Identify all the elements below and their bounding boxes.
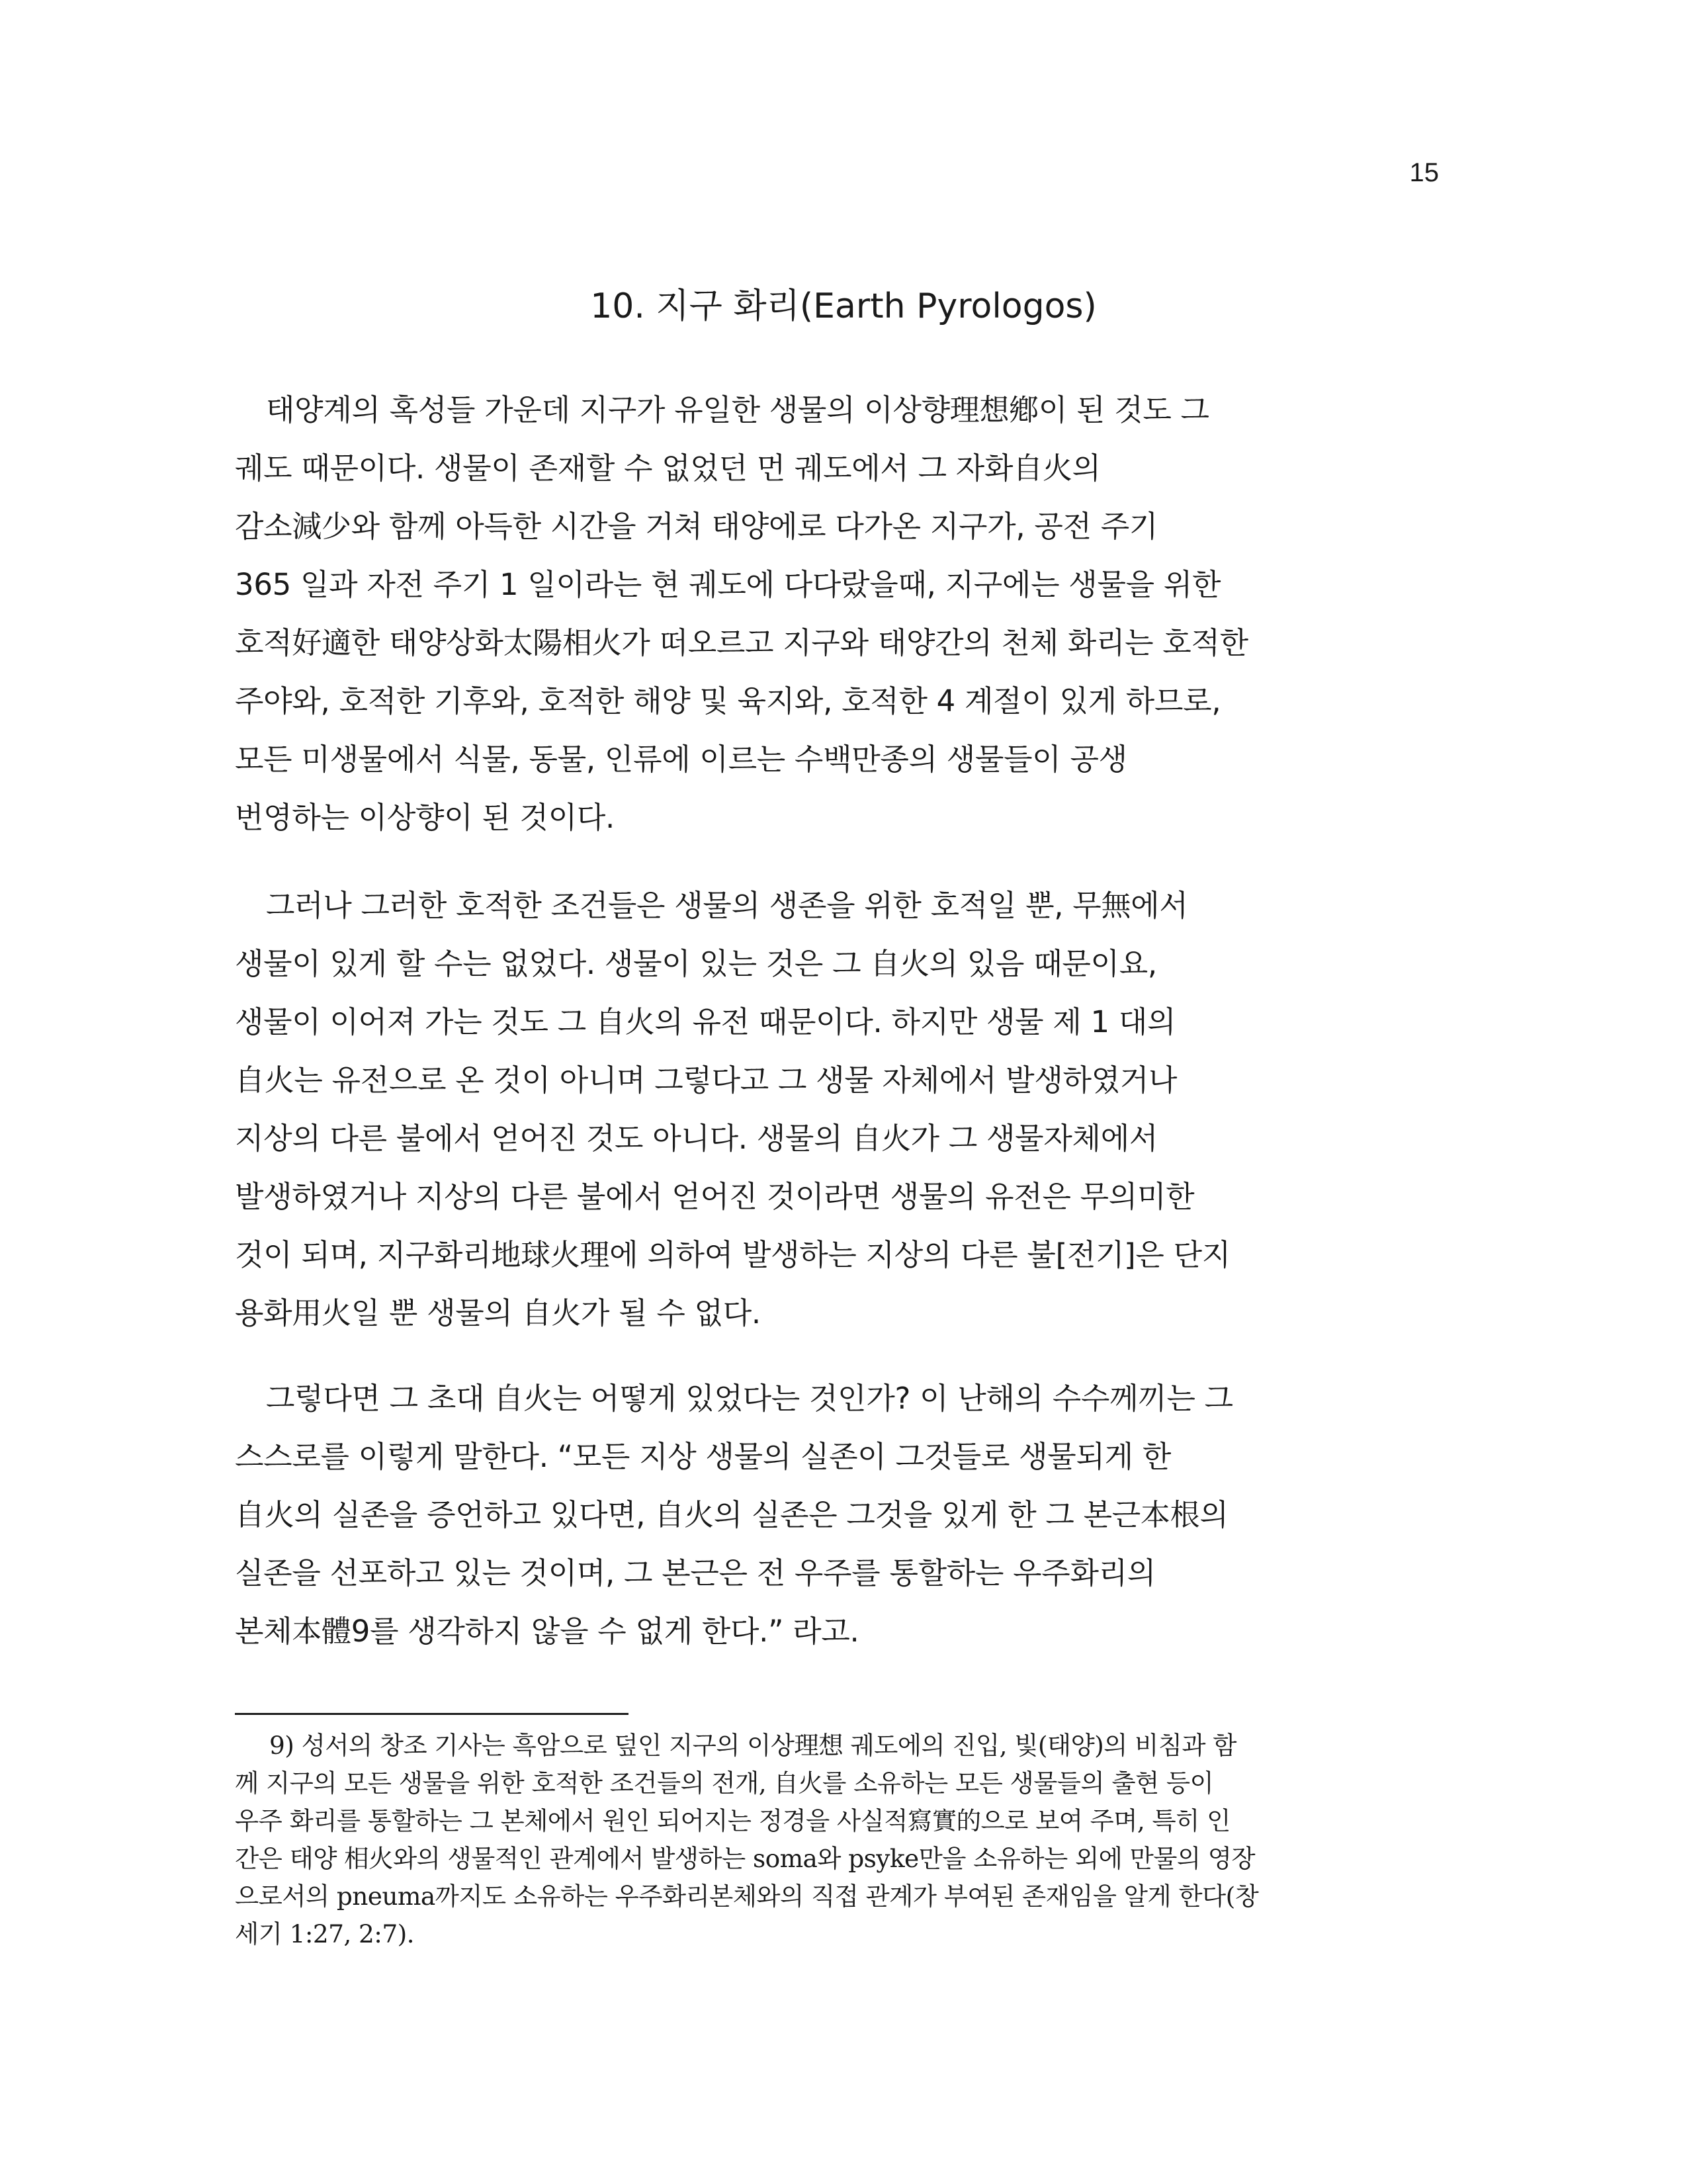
paragraph-3 (235, 1370, 1462, 1661)
paragraph-line: 본체本體9를 생각하지 않을 수 없게 한다.” 라고. (235, 1614, 859, 1649)
page-number: 15 (1409, 158, 1439, 187)
paragraph-line: 주야와, 호적한 기후와, 호적한 해양 및 육지와, 호적한 4 계절이 있게 하므로, (235, 683, 1221, 719)
footnote-line: 간은 태양 相火와의 생물적인 관계에서 발생하는 soma와 psyke만을 소유하는 외에 만물의 영장 (235, 1844, 1256, 1873)
footnote-divider (235, 1713, 628, 1715)
paragraph-2 (235, 877, 1462, 1342)
paragraph-line: 自火는 유전으로 온 것이 아니며 그렇다고 그 생물 자체에서 발생하였거나 (235, 1063, 1178, 1098)
paragraph-line: 궤도 때문이다. 생물이 존재할 수 없었던 먼 궤도에서 그 자화自火의 (235, 451, 1101, 486)
paragraph-line: 생물이 있게 할 수는 없었다. 생물이 있는 것은 그 自火의 있음 때문이요, (235, 946, 1157, 981)
paragraph-line: 용화用火일 뿐 생물의 自火가 될 수 없다. (235, 1295, 761, 1331)
footnote-line: 우주 화리를 통할하는 그 본체에서 원인 되어지는 정경을 사실적寫實的으로 보여 주며, 특히 인 (235, 1806, 1231, 1835)
footnote-line: 께 지구의 모든 생물을 위한 호적한 조건들의 전개, 自火를 소유하는 모든 생물들의 출현 등이 (235, 1769, 1214, 1798)
paragraph-line: 호적好適한 태양상화太陽相火가 떠오르고 지구와 태양간의 천체 화리는 호적한 (235, 625, 1248, 660)
paragraph-line: 생물이 이어져 가는 것도 그 自火의 유전 때문이다. 하지만 생물 제 1 대의 (235, 1004, 1176, 1039)
footnote-line: 세기 1:27, 2:7). (235, 1919, 414, 1948)
paragraph-line: 번영하는 이상향이 된 것이다. (235, 800, 615, 835)
paragraph-line: 스스로를 이렇게 말한다. “모든 지상 생물의 실존이 그것들로 생물되게 한 (235, 1439, 1171, 1474)
paragraph-line: 것이 되며, 지구화리地球火理에 의하여 발생하는 지상의 다른 불[전기]은 단지 (235, 1237, 1231, 1272)
footnote (235, 1727, 1465, 1953)
paragraph-line: 태양계의 혹성들 가운데 지구가 유일한 생물의 이상향理想鄕이 된 것도 그 (266, 392, 1209, 427)
paragraph-line: 모든 미생물에서 식물, 동물, 인류에 이르는 수백만종의 생물들이 공생 (235, 742, 1127, 777)
paragraph-line: 발생하였거나 지상의 다른 불에서 얻어진 것이라면 생물의 유전은 무의미한 (235, 1179, 1195, 1214)
paragraph-line: 自火의 실존을 증언하고 있다면, 自火의 실존은 그것을 있게 한 그 본근本根의 (235, 1497, 1229, 1532)
footnote-line: 으로서의 pneuma까지도 소유하는 우주화리본체와의 직접 관계가 부여된 존재임을 알게 한다(창 (235, 1882, 1259, 1911)
page-title: 10. 지구 화리(Earth Pyrologos) (590, 286, 1097, 326)
footnote-line: 9) 성서의 창조 기사는 흑암으로 덮인 지구의 이상理想 궤도에의 진입, 빛(태양)의 비침과 함 (269, 1731, 1236, 1760)
paragraph-line: 감소減少와 함께 아득한 시간을 거쳐 태양에로 다가온 지구가, 공전 주기 (235, 509, 1158, 544)
paragraph-line: 365 일과 자전 주기 1 일이라는 현 궤도에 다다랐을때, 지구에는 생물을 위한 (235, 567, 1221, 602)
paragraph-line: 그러나 그러한 호적한 조건들은 생물의 생존을 위한 호적일 뿐, 무無에서 (266, 888, 1188, 923)
paragraph-1 (235, 381, 1462, 847)
paragraph-line: 지상의 다른 불에서 얻어진 것도 아니다. 생물의 自火가 그 생물자체에서 (235, 1121, 1158, 1156)
paragraph-line: 그렇다면 그 초대 自火는 어떻게 있었다는 것인가? 이 난해의 수수께끼는 그 (266, 1381, 1233, 1416)
paragraph-line: 실존을 선포하고 있는 것이며, 그 본근은 전 우주를 통할하는 우주화리의 (235, 1555, 1156, 1591)
